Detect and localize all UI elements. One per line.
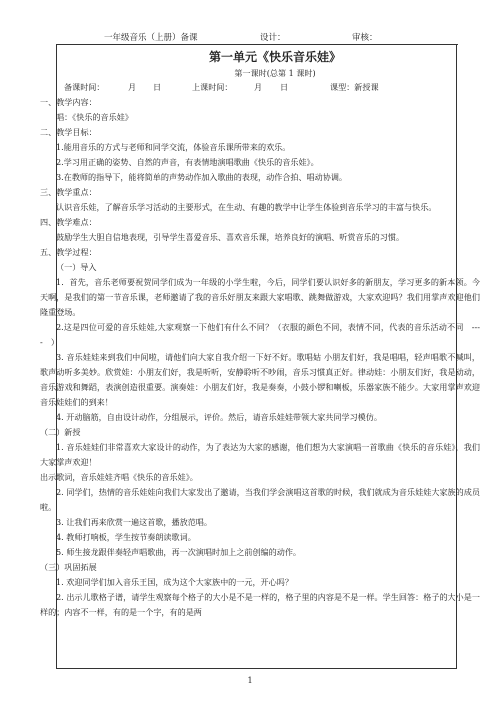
subsection-heading: （二）新授 [40,427,81,437]
prep-time-label: 备课时间： [64,82,105,92]
difficulty-text: 鼓励学生大胆自信地表现，引导学生喜爱音乐、喜欢音乐课，培养良好的演唱、听赏音乐的习惯。 [56,232,405,242]
lesson-plan-body [40,46,480,668]
procedure-paragraph: 4. 教师打响板，学生按节奏朗读歌词。 [56,532,196,542]
objective-item: 3.在教师的指导下，能将简单的声势动作加入歌曲的表现，动作合拍、唱动协调。 [56,172,348,182]
header-reviewer: 审核： [352,33,378,43]
section-heading: 二、教学目标： [40,127,97,137]
class-month: 月 [254,82,263,92]
page-number: 1 [247,676,253,685]
section-heading: 一、教学内容： [40,97,97,107]
procedure-paragraph: 2.这是四位可爱的音乐娃娃,大家观察一下他们有什么不同？（衣服的颜色不同，表情不同，代表的音乐活动不同 ---- ） [40,322,480,347]
header-course: 一年级音乐（上册）备课 [104,33,198,43]
unit-title: 第一单元《快乐音乐娃》 [208,50,341,64]
objective-item: 1.能用音乐的方式与老师和同学交流，体验音乐课所带来的欢乐。 [56,142,291,152]
procedure-paragraph: 2. 出示儿歌格子谱，请学生观察每个格子的大小是不是一样的，格子里的内容是不是一样。学生回答：格子的大小是一样的；内容不一样，有的是一个字，有的是两 [40,592,480,617]
page-header [56,31,456,45]
objective-item: 2.学习用正确的姿势、自然的声音，有表情地演唱歌曲《快乐的音乐娃》。 [56,157,319,167]
prep-day: 日 [153,82,162,92]
section-heading: 四、教学难点： [40,217,97,227]
section-heading: 三、教学重点： [40,187,97,197]
class-time-label: 上课时间： [192,82,233,92]
procedure-paragraph: 3. 让我们再来欣赏一遍这首歌，播放范唱。 [56,517,212,527]
meta-row [40,80,480,95]
lesson-type: 课型：新授课 [330,82,379,92]
procedure-paragraph: 1．首先，音乐老师要祝贺同学们成为一年级的小学生啦，今后，同学们要认识好多的新朋友，学习更多的新本领。今天啊，是我们的第一节音乐课，老师邀请了我的音乐好朋友来跟大家唱歌、跳舞做游戏，大家欢迎吗？我们用掌声欢迎他们隆重登场。 [40,277,480,317]
procedure-paragraph: 5. 师生接龙跟伴奏轻声唱歌曲，再一次演唱时加上之前创编的动作。 [56,547,302,557]
procedure-paragraph: 2. 同学们，热情的音乐娃娃向我们大家发出了邀请，当我们学会演唱这首歌的时候，我们就成为音乐娃娃大家族的成员啦。 [40,487,480,512]
procedure-paragraph: 3. 音乐娃娃来到我们中间啦，请他们向大家自我介绍一下好不好。歌唱姑 小朋友们好，我是唱唱，轻声唱歌不喊叫，歌声动听多美妙。欣赏娃：小朋友们好，我是听听，安静聆听不吵闹，音乐习惯真正好。律动娃：小朋友们好，我是动动，音乐游戏和舞蹈，表演创造很重要。演奏娃：小朋友们好，我是奏奏，小鼓小锣和喇板，乐器家族不能少。大家用掌声欢迎音乐娃娃们的到来！ [40,352,480,407]
subsection-heading: （一）导入 [56,262,97,272]
key-point-text: 认识音乐娃，了解音乐学习活动的主要形式，在生动、有趣的教学中让学生体验到音乐学习的丰富与快乐。 [56,202,437,212]
class-day: 日 [280,82,289,92]
procedure-paragraph: 出示歌词，音乐娃娃齐唱《快乐的音乐娃》。 [40,472,198,482]
section-heading: 五、教学过程： [40,247,97,257]
lesson-title: 第一课时(总第 1 课时) [234,68,316,78]
procedure-paragraph: 1. 欢迎同学们加入音乐王国，成为这个大家族中的一元，开心吗？ [56,577,293,587]
procedure-paragraph: 4. 开动脑筋，自由设计动作，分组展示，评价。然后，请音乐娃娃带领大家共同学习模仿。 [56,412,382,422]
header-designer: 设计： [260,33,286,43]
procedure-paragraph: 1. 音乐娃娃们非常喜欢大家设计的动作，为了表达为大家的感谢，他们想为大家演唱一首歌曲《快乐的音乐娃》，我们大家掌声欢迎！ [40,442,480,467]
subsection-heading: （三）巩固拓展 [40,562,97,572]
content-item: 唱：《快乐的音乐娃》 [56,112,133,122]
prep-month: 月 [128,82,137,92]
